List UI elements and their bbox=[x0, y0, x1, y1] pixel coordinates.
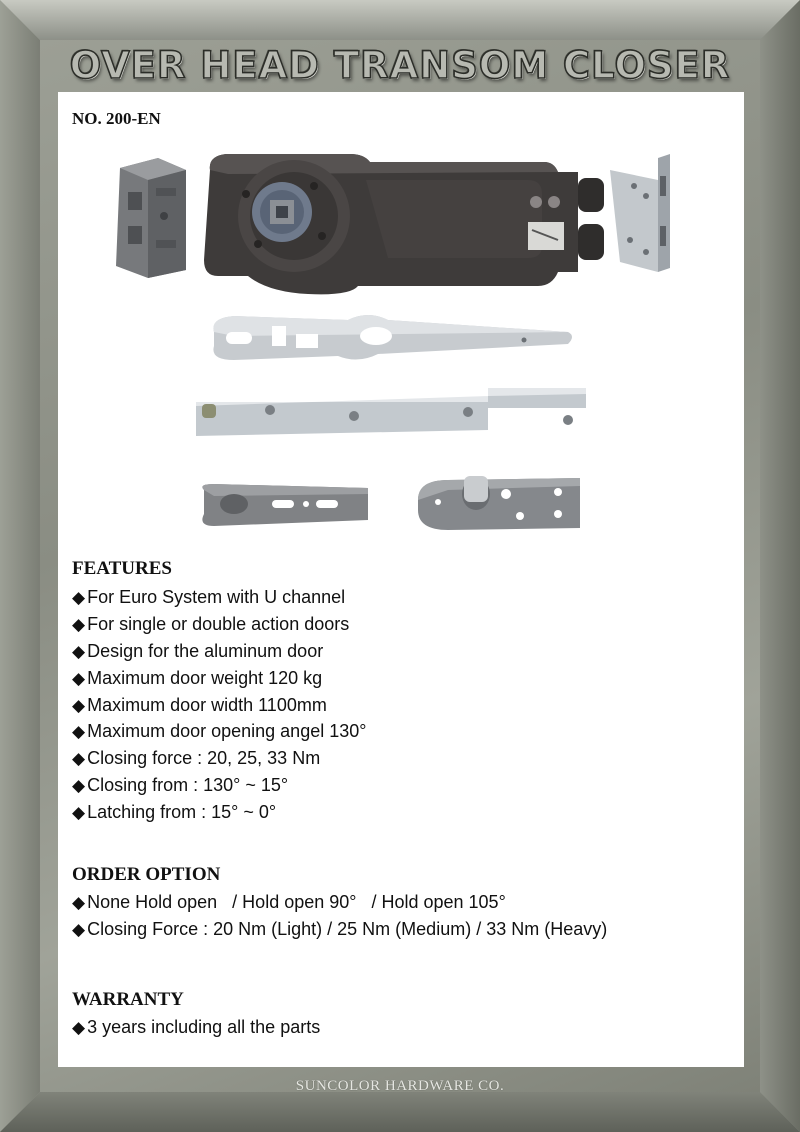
features-heading: FEATURES bbox=[72, 558, 172, 579]
right-bracket-image bbox=[610, 154, 670, 272]
warranty-list bbox=[72, 1014, 320, 1041]
frame-bevel-top bbox=[0, 0, 800, 40]
feature-item: ◆ Latching from : 15° ~ 0° bbox=[72, 802, 277, 823]
bullet-diamond-icon: ◆ bbox=[72, 588, 86, 607]
left-bracket-image bbox=[116, 158, 186, 278]
order-option-heading: ORDER OPTION bbox=[72, 864, 221, 885]
model-number: NO. 200-EN bbox=[72, 109, 161, 128]
feature-item: ◆ For single or double action doors bbox=[72, 613, 350, 634]
feature-item: ◆ Closing force : 20, 25, 33 Nm bbox=[72, 748, 321, 769]
product-photo bbox=[58, 140, 744, 540]
features-list bbox=[72, 584, 366, 826]
feature-item: ◆ Design for the aluminum door bbox=[72, 640, 324, 661]
order-option-list bbox=[72, 889, 607, 943]
closer-arm-image bbox=[213, 315, 572, 360]
warranty-item: ◆ 3 years including all the parts bbox=[72, 1017, 321, 1037]
bullet-diamond-icon: ◆ bbox=[72, 749, 86, 769]
bullet-diamond-icon: ◆ bbox=[72, 695, 86, 715]
feature-item: ◆ Maximum door weight 120 kg bbox=[72, 667, 323, 688]
page-title: OVER HEAD TRANSOM CLOSER bbox=[69, 44, 731, 87]
closer-body-image bbox=[204, 154, 604, 294]
frame-bevel-left bbox=[0, 0, 40, 1132]
top-pivot-image bbox=[418, 476, 580, 530]
feature-item: ◆ For Euro System with U channel bbox=[72, 587, 346, 607]
bullet-diamond-icon: ◆ bbox=[72, 1018, 86, 1037]
frame-bevel-right bbox=[760, 0, 800, 1132]
bullet-diamond-icon: ◆ bbox=[72, 919, 86, 939]
bullet-diamond-icon: ◆ bbox=[72, 893, 86, 912]
feature-item: ◆ Closing from : 130° ~ 15° bbox=[72, 775, 289, 796]
order-option-item: ◆ None Hold open / Hold open 90° / Hold open 105° bbox=[72, 892, 506, 912]
bullet-diamond-icon: ◆ bbox=[72, 641, 86, 661]
u-channel-image bbox=[196, 388, 586, 436]
bullet-diamond-icon: ◆ bbox=[72, 803, 86, 823]
warranty-heading: WARRANTY bbox=[72, 989, 184, 1010]
feature-item: ◆ Maximum door opening angel 130° bbox=[72, 721, 367, 742]
order-option-item: ◆ Closing Force : 20 Nm (Light) / 25 Nm (Medium) / 33 Nm (Heavy) bbox=[72, 918, 608, 939]
feature-item: ◆ Maximum door width 1100mm bbox=[72, 694, 327, 715]
bullet-diamond-icon: ◆ bbox=[72, 776, 86, 796]
pivot-plate-image bbox=[202, 484, 368, 526]
bullet-diamond-icon: ◆ bbox=[72, 668, 86, 688]
bullet-diamond-icon: ◆ bbox=[72, 722, 86, 742]
bullet-diamond-icon: ◆ bbox=[72, 614, 86, 634]
frame-bevel-bottom bbox=[0, 1092, 800, 1132]
company-footer: SUNCOLOR HARDWARE CO. bbox=[295, 1078, 505, 1094]
